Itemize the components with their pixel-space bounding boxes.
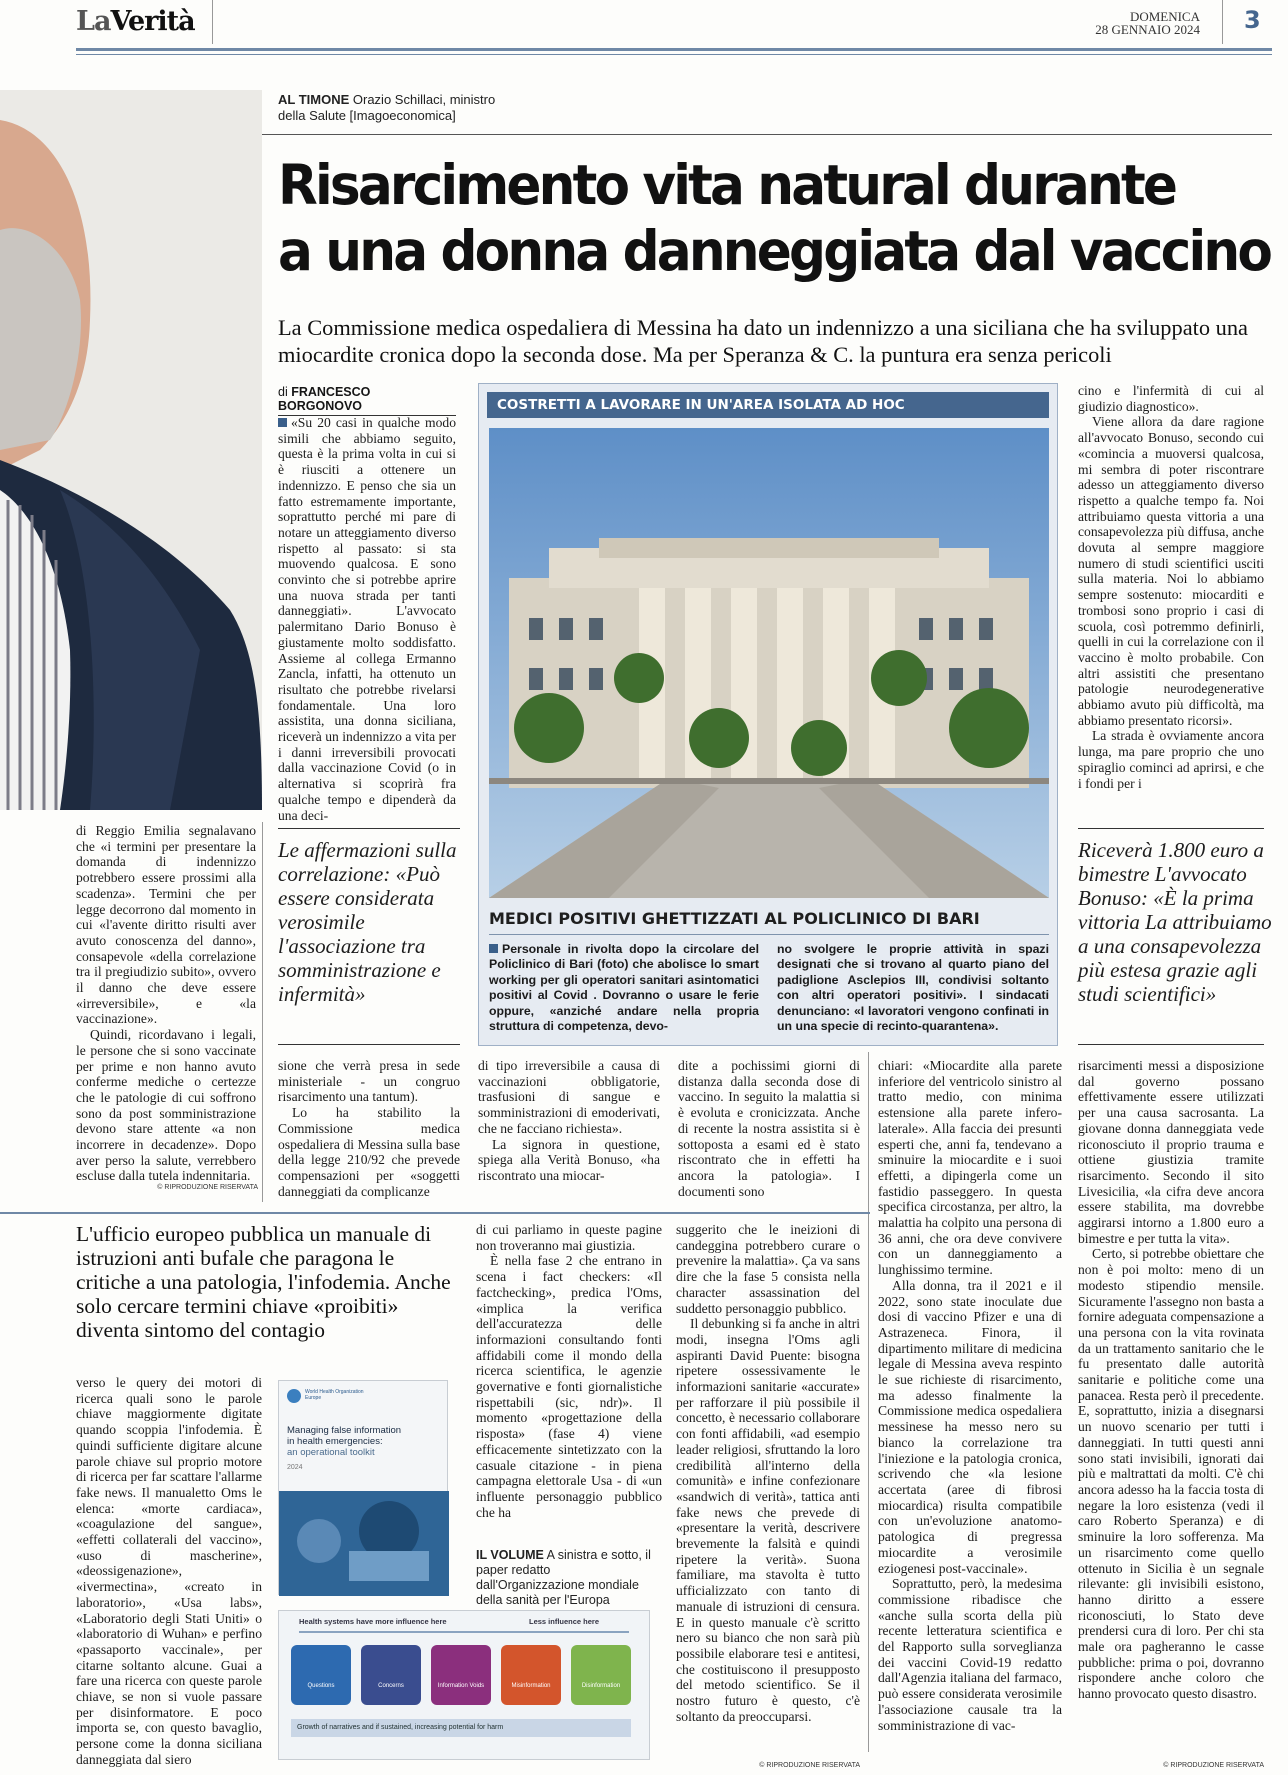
diagram-step-label-3: Information Voids [437, 1683, 485, 1689]
book-title: Managing false information in health emergencies: an operational toolkit 2024 [287, 1425, 402, 1471]
article-col4 [678, 1058, 860, 1203]
diagram-step-5 [571, 1645, 631, 1705]
masthead [0, 0, 1288, 58]
article-col-left-p2: Quindi, ricordavano i legali, le persone che si sono vaccinate per prime e non hanno avuto conferme mediche o certezze che le patologie di cui soffrono sono da post somministrazione devono stare attente «a non incorrere in decadenze». Dopo aver perso la salute, verrebbero escluse dalla tutela indennitaria. [76, 1027, 256, 1184]
diagram-step-label-4: Misinformation [511, 1683, 551, 1689]
photo-caption-text: Orazio Schillaci, ministro della Salute [Imagoeconomica] [278, 92, 496, 123]
article-col6-top-p3: La strada è ovviamente ancora lunga, ma pare proprio che uno spiraglio cominci ad aprirsi, e che i fondi per i [1078, 728, 1264, 791]
logo [76, 6, 195, 37]
diagram-top-left: Health systems have more influence here [299, 1617, 447, 1626]
article-col3-p2: La signora in questione, spiega alla Verità Bonuso, «ha riscontrato una miocar- [478, 1136, 660, 1183]
article-col5-p3: Soprattutto, però, la medesima commissione ribadisce che «anche sulla scorta della più recente letteratura scientifica e del Rapporto sulla sorveglianza dei vaccini Covid-19 redatto dall'Agenzia italiana del farmaco, può essere considerata verosimile l'associazione causale tra la somministrazione di vac- [878, 1576, 1062, 1733]
article-col-left-p1: di Reggio Emilia segnalavano che «i termini per presentare la domanda di indennizzo potrebbero essere prossimi alla scadenza». Termini che per legge decorrono dal momento in cui «l'avente diritto risulti aver avuto conoscenza del danno», consapevole «della correlazione tra il pregiudizio subito», ovvero il danno che deve essere «irreversibile», e «la vaccinazione». [76, 823, 256, 1027]
second-col3 [676, 1222, 860, 1742]
second-col2-p2: È nella fase 2 che entrano in scena i fact checkers: «Il factchecking», predica l'Oms, «implica la verifica dell'accuratezza delle informazioni consultando fonti affidabili come il mondo della ricerca scientifica, le agenzie governative e fonti giornalistiche rispettabili (sic, ndr)». Il momento «progettazione della risposta» (fase 4) viene efficacemente sintetizzato con la casuale citazione - in piena campagna elettorale Usa - di «un influente personaggio pubblico che ha [476, 1253, 662, 1520]
bari-box-text-b: no svolgere le proprie attività in spazi designati che si trovano al quarto piano del padiglione Asclepios III, condivisi soltanto con altri operatori positivi». I sindacati denunciano: «I lavoratori vengono confinati in un una specie di recinto-quarantena». [777, 942, 1049, 1034]
article-col4-p1: dite a pochissimi giorni di distanza dalla seconda dose di vaccino. In seguito la malattia si è evoluta e cronicizzata. Anche di recente la nostra assistita si è sottoposta a esami ed è stato riscontrato che in effetti ha ancora la patologia». I documenti sono [678, 1058, 860, 1199]
byline-prefix: di [278, 385, 288, 399]
second-col2-p1: di cui parliamo in queste pagine non troveranno mai giustizia. [476, 1222, 662, 1253]
article-col2 [278, 1058, 460, 1203]
volume-caption-label: IL VOLUME [476, 1548, 544, 1562]
article-col5-p2: Alla donna, tra il 2021 e il 2022, sono state inoculate due dosi di vaccino Pfizer e una di Astrazeneca. Finora, il dipartimento militare di medicina legale di Messina aveva respinto le sue richieste di risarcimento, ma adesso finalmente la Commissione medica ospedaliera messinese ha messo nero su bianco la correlazione tra l'iniezione e la patologia cronica, scrivendo che «la lesione accertata (aree di fibrosi miocardica) risulta compatibile con un'evoluzione anatomo-patologica di pregressa miocardite a verosimile eziogenesi post-vaccinale». [878, 1277, 1062, 1576]
article-col5-p1: chiari: «Miocardite alla parete inferiore del ventricolo sinistro al tratto medio, con minima estensione alla parete infero-laterale». Alla faccia dei presunti esperti che, anni fa, tendevano a sminuire la miocardite e i suoi effetti, a dipingerla come un fastidio passeggero. In questa specifica circostanza, per altro, la malattia ha colpito una persona di 36 anni, che ora deve convivere con un danneggiamento a lunghissimo termine. [878, 1058, 1062, 1278]
book-cover-image [279, 1491, 449, 1596]
article-col2-p2: Lo ha stabilito la Commissione medica ospedaliera di Messina sulla base della legge 210/92 che prevede compensazioni per «soggetti danneggiati da complicanze [278, 1105, 460, 1199]
article-col6-bottom-p1: risarcimenti messi a disposizione dal governo possano effettivamente essere utilizzati per una causa sacrosanta. La giovane donna danneggiata vede riconosciuto il proprio trauma e ottiene giustizia tramite risarcimento. Secondo il sito Livesicilia, «la cifra deve ancora essere stabilita, ma dovrebbe aggirarsi intorno a 1.800 euro a bimestre e per tutta la vita». [1078, 1058, 1264, 1246]
article-col1-top [278, 415, 456, 823]
copyright-second: © RIPRODUZIONE RISERVATA [759, 1762, 860, 1769]
policlinico-photo [489, 428, 1049, 898]
byline [278, 385, 456, 416]
diagram-bottom: Growth of narratives and if sustained, increasing potential for harm [291, 1719, 631, 1737]
subhead: La Commissione medica ospedaliera di Messina ha dato un indennizzo a una siciliana che ha sviluppato una miocardite cronica dopo la seconda dose. Ma per Speranza & C. la puntura era senza pericoli [278, 315, 1248, 367]
bari-box [478, 383, 1058, 1046]
diagram-top-right: Less influence here [529, 1617, 600, 1626]
second-col1: verso le query dei motori di ricerca quali sono le parole chiave maggiormente digitate quando scoppia l'infodemia. È quindi sufficiente digitare alcune parole chiave sul proprio motore di ricerca per far scattare l'allarme fake news. Il manualetto Oms le elenca: «morte cardiaca», «coagulazione del sangue», «effetti collaterali del vaccino», «uso di mascherine», «deossigenazione», «ivermectina», «creato in laboratorio», «Usa labs», «Laboratorio degli Stati Uniti» o «laboratorio di Wuhan» e perfino «passaporto vaccinale», per citarne soltanto alcune. Guai a fare una ricerca con queste parole chiave, se non si vuole passare per disinformatore. E poco importa se, con questo bavaglio, persone come la donna siciliana danneggiata dal siero [76, 1375, 262, 1767]
diagram-step-label-5: Disinformation [581, 1683, 621, 1689]
article-col1-top-text: «Su 20 casi in qualche modo simili che abbiamo seguito, questa è la prima volta in cui si è riusciti a ottenere un indennizzo. E penso che sia un fatto estremamente importante, soprattutto perché mi pare di notare un atteggiamento diverso rispetto al passato: si sta muovendo qualcosa. E sono convinto che si potrebbe aprire una nuova strada per tanti danneggiati». L'avvocato palermitano Dario Bonuso è giustamente molto soddisfatto. Assieme al collega Ermanno Zancla, infatti, ha ottenuto un risultato che potrebbe rivelarsi fondamentale. Una loro assistita, una donna siciliana, riceverà un indennizzo a vita per i danni irreversibili provocati dalla vaccinazione Covid (o in alternativa si scoprirà fra qualche tempo e dipenderà da una deci- [278, 415, 456, 823]
bari-box-text-a: Personale in rivolta dopo la circolare del Policlinico di Bari (foto) che abolisce lo smart working per gli operatori sanitari asintomatici positivi al Covid . Dovranno o usare le ferie oppure, «anziché andare nella propria struttura di competenza, devo- [489, 942, 759, 1034]
article-col-left [76, 823, 256, 1183]
article-start-square [278, 418, 287, 427]
minister-photo-illustration [0, 90, 262, 810]
date: 28 GENNAIO 2024 [1095, 22, 1200, 37]
who-book-cover [278, 1380, 448, 1595]
byline-author: FRANCESCO BORGONOVO [278, 385, 371, 413]
article-col6-top [1078, 383, 1264, 815]
bari-box-title: MEDICI POSITIVI GHETTIZZATI AL POLICLINICO DI BARI [489, 909, 980, 928]
headline [278, 152, 1271, 284]
article-col6-bottom [1078, 1058, 1264, 1758]
dateline [1040, 10, 1200, 36]
headline-line2: a una donna danneggiata dal vaccino [278, 219, 1271, 283]
copyright-right: © RIPRODUZIONE RISERVATA [1163, 1762, 1264, 1769]
logo-verita: Verità [110, 6, 195, 37]
diagram-step-1 [291, 1645, 351, 1705]
volume-caption [476, 1548, 656, 1608]
infodemic-diagram [278, 1610, 650, 1760]
photo-caption-label: AL TIMONE [278, 92, 350, 107]
headline-line1: Risarcimento vita natural durante [278, 153, 1176, 217]
article-col5 [878, 1058, 1062, 1770]
diagram-step-label-1: Questions [307, 1683, 335, 1689]
pull-quote-left: Le affermazioni sulla correlazione: «Può essere considerata verosimile l'associazione tra somministrazione e infermità» [278, 838, 457, 1006]
policlinico-illustration [489, 428, 1049, 898]
article-col6-bottom-p2: Certo, si potrebbe obiettare che non è poi molto: meno di un modesto stipendio mensile. Sicuramente l'assegno non basta a fornire adeguata compensazione a una persona con la vita rovinata da un trattamento sanitario che le fu presentato dalle autorità sanitarie e politiche come una panacea. Resta però il precedente. E, soprattutto, inizia a disegnarsi un nuovo scenario per tutti i danneggiati. In tutti questi anni sono stati invisibili, ignorati dai più e maltrattati da molti. C'è chi ancora adesso ha la faccia tosta di negare la loro esistenza (vedi il caro Roberto Speranza) e di sminuire la loro sofferenza. Ma un risarcimento come quello ottenuto in Sicilia è un segnale rilevante: gli invisibili esistono, hanno diritto a essere riconosciuti, lo Stato deve prendersi cura di loro. Per chi sta male ora pagheranno le casse pubbliche: prima o poi, dovranno rispondere anche coloro che hanno provocato questo disastro. [1078, 1246, 1264, 1702]
second-col3-p2: Il debunking si fa anche in altri modi, insegna l'Oms agli aspiranti David Puente: bisogna ripetere ossessivamente le informazioni sanitarie «accurate» per rafforzare il più possibile il concetto, è necessario collaborare con fonti affidabili, «ad esempio leader religiosi, sfruttando la loro credibilità all'interno della comunità» e infine confezionare «sandwich di verità», tattica anti fake news che prevede di «presentare la verità, descrivere brevemente la falsità e quindi ripetere la verità». Suona familiare, ma stavolta è tutto ufficializzato con tanto di manuale di istruzioni di censura. E in questo manuale c'è scritto nero su bianco che non sarà più possibile elaborare tesi e antitesi, che costituiscono il presupposto del metodo scientifico. Se il nostro futuro è questo, c'è soltanto da preoccuparsi. [676, 1316, 860, 1724]
article-col3-p1: di tipo irreversibile a causa di vaccinazioni obbligatorie, trasfusioni di sangue e somministrazioni di emoderivati, che ne facciano richiesta». [478, 1058, 660, 1136]
page-number: 3 [1244, 6, 1261, 34]
diagram-step-2 [361, 1645, 421, 1705]
bari-box-banner: COSTRETTI A LAVORARE IN UN'AREA ISOLATA AD HOC [487, 392, 1049, 418]
diagram-step-label-2: Concerns [378, 1683, 404, 1689]
volume-caption-text: A sinistra e sotto, il paper redatto dall'Organizzazione mondiale della sanità per l'Europa [476, 1548, 651, 1607]
second-col3-p1: suggerito che le ineizioni di candeggina potrebbero curare o prevenire la malattia». Ça va sans dire che la fase 5 consista nella character assassination del suddetto personaggio pubblico. [676, 1222, 860, 1316]
second-headline: L'ufficio europeo pubblica un manuale di istruzioni anti bufale che paragona le critiche a una patologia, l'infodemia. Anche solo cercare termini chiave «proibiti» diventa sintomo del contagio [76, 1222, 451, 1342]
day: DOMENICA [1129, 9, 1200, 24]
article-col3 [478, 1058, 660, 1203]
logo-la: La [76, 6, 111, 37]
who-org: World Health Organization Europe [305, 1389, 364, 1401]
diagram-step-4 [501, 1645, 561, 1705]
article-col2-p1: sione che verrà presa in sede ministeriale - un congruo risarcimento una tantum). [278, 1058, 460, 1105]
second-col2 [476, 1222, 662, 1540]
pull-quote-right: Riceverà 1.800 euro a bimestre L'avvocato Bonuso: «È la prima vittoria La attribuiamo a una consapevolezza più estesa grazie agli studi scientifici» [1078, 838, 1272, 1006]
article-col6-top-p1: cino e l'infermità di cui al giudizio diagnostico». [1078, 383, 1264, 414]
copyright-left: © RIPRODUZIONE RISERVATA [157, 1184, 258, 1191]
photo-caption [278, 92, 518, 124]
diagram-step-3 [431, 1645, 491, 1705]
article-col6-top-p2: Viene allora da dare ragione all'avvocato Bonuso, secondo cui «comincia a muoversi qualcosa, mi sembra di poter riscontrare adesso un atteggiamento diverso rispetto a qualche tempo fa. Noi attribuiamo questa vittoria a una consapevolezza più diffusa, anche dovuta al sempre maggiore numero di studi scientifici usciti sulla materia. Noi lo abbiamo sempre sostenuto: miocarditi e trombosi sono proprio i casi di scuola, così potremmo definirli, quelli in cui la correlazione con il vaccino è molto probabile. Con altri assistiti che presentano patologie neurodegenerative abbiamo avuto più difficoltà, ma abbiamo presentato ricorsi». [1078, 414, 1264, 728]
minister-photo [0, 90, 262, 810]
who-logo-icon [287, 1389, 301, 1403]
